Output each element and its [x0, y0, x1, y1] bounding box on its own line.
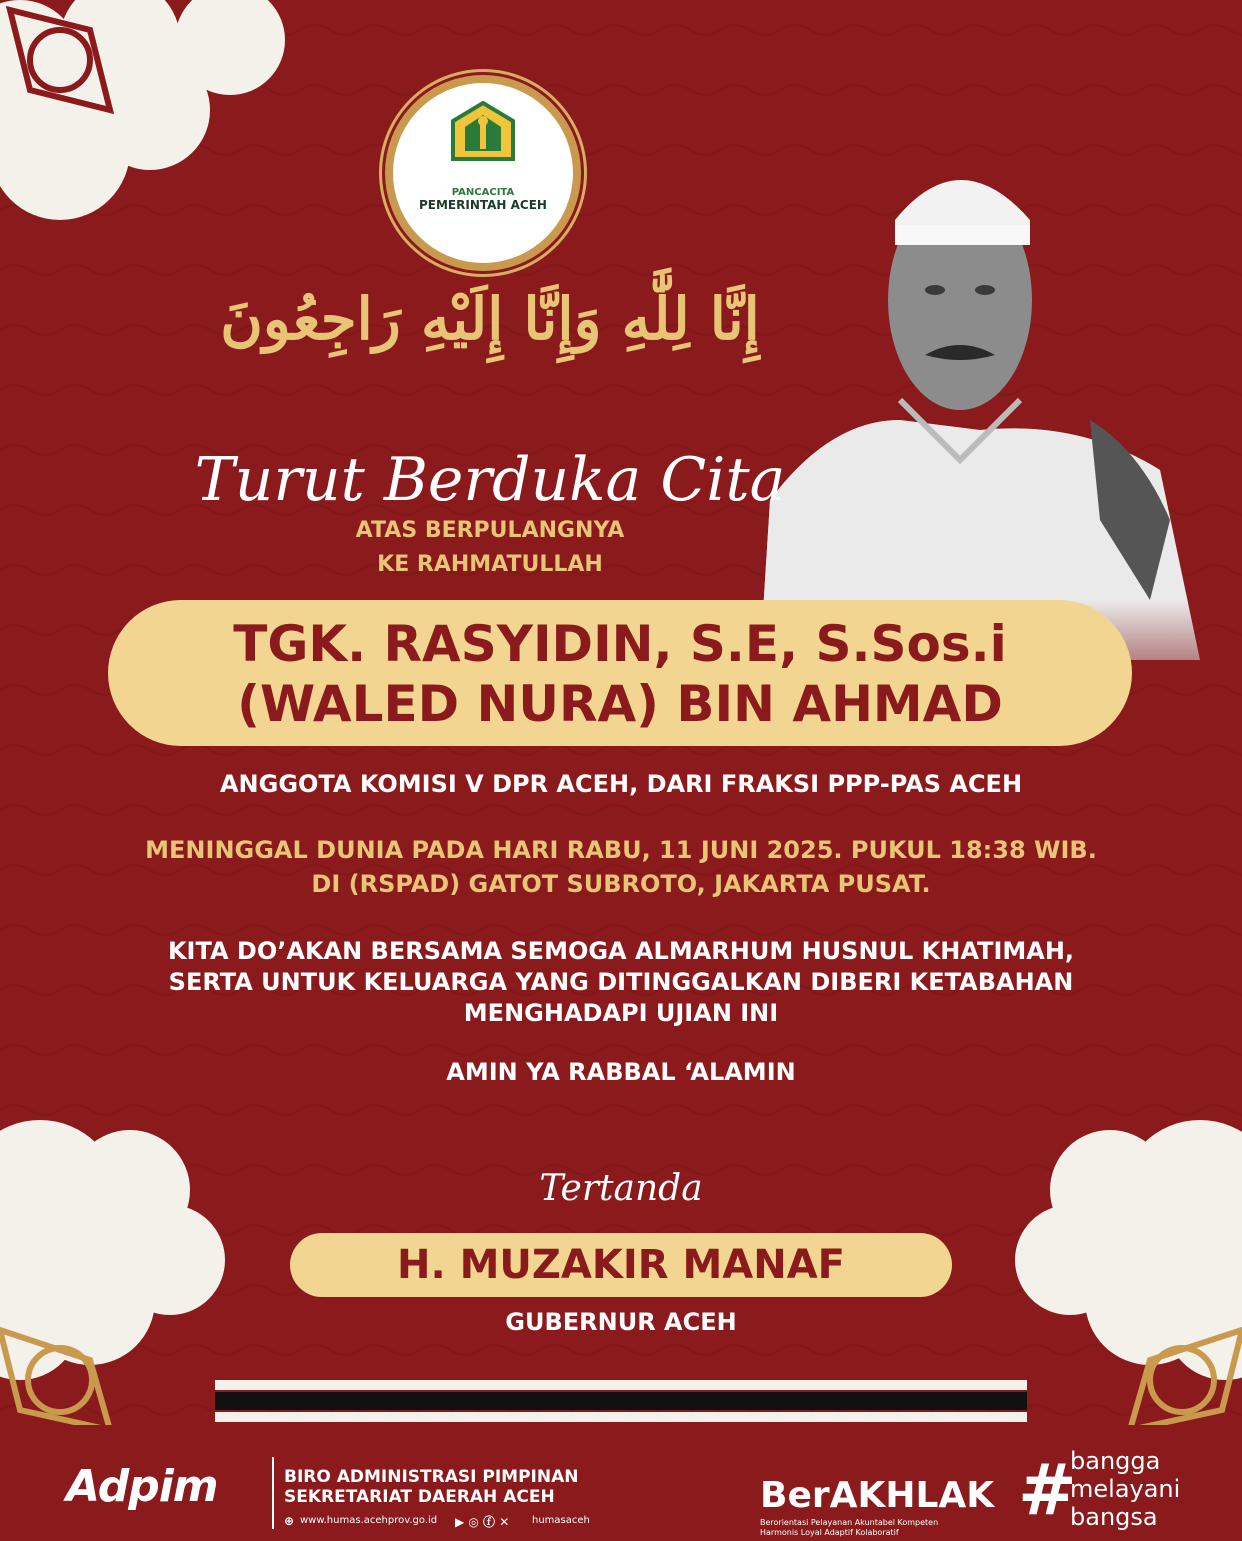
berakhlak-tagline-2: Harmonis Loyal Adaptif Kolaboratif: [760, 1528, 899, 1537]
signer-title: GUBERNUR ACEH: [505, 1308, 737, 1336]
biro-line-1: BIRO ADMINISTRASI PIMPINAN: [284, 1467, 579, 1487]
prayer-line-1: KITA DO’AKAN BERSAMA SEMOGA ALMARHUM HUSNUL KHATIMAH,: [167, 937, 1075, 965]
arabic-calligraphy: إِنَّا لِلَّٰهِ وَإِنَّا إِلَيْهِ رَاجِعُونَ: [220, 285, 760, 353]
logo-caption-top: PANCACITA: [451, 187, 515, 198]
adpim-logo: Adpim: [66, 1461, 218, 1512]
bangga-line-3: bangsa: [1070, 1503, 1158, 1531]
footer-divider: [272, 1457, 274, 1529]
social-handle[interactable]: humasaceh: [532, 1515, 590, 1526]
death-info-line-2: DI (RSPAD) GATOT SUBROTO, JAKARTA PUSAT.: [311, 870, 931, 898]
death-info-line-1: MENINGGAL DUNIA PADA HARI RABU, 11 JUNI 2025. PUKUL 18:38 WIB.: [145, 836, 1097, 864]
website-link[interactable]: www.humas.acehprov.go.id: [300, 1515, 438, 1526]
berakhlak-tagline-1: Berorientasi Pelayanan Akuntabel Kompeten: [760, 1518, 939, 1527]
signed-script: Tertanda: [539, 1168, 703, 1209]
signer-name-pill: [290, 1233, 952, 1297]
stripe-white-top: [215, 1380, 1027, 1390]
prayer-line-2: SERTA UNTUK KELUARGA YANG DITINGGALKAN DIBERI KETABAHAN: [168, 968, 1074, 996]
prayer-line-3: MENGHADAPI UJIAN INI: [463, 999, 779, 1027]
stripe-black: [215, 1392, 1027, 1410]
deceased-name-pill: [108, 600, 1132, 746]
deceased-name-line-2: (WALED NURA) BIN AHMAD: [237, 675, 1003, 733]
subheading-line-1: ATAS BERPULANGNYA: [355, 518, 625, 543]
subheading-line-2: KE RAHMATULLAH: [377, 552, 603, 577]
berakhlak-logo: BerAKHLAK: [760, 1475, 995, 1516]
aceh-emblem-icon: [451, 101, 515, 165]
amin-text: AMIN YA RABBAL ‘ALAMIN: [446, 1058, 796, 1086]
logo-caption-bottom: PEMERINTAH ACEH: [419, 198, 547, 212]
bangga-line-2: melayani: [1070, 1475, 1181, 1503]
globe-icon: ⊕: [284, 1514, 295, 1528]
signer-name: H. MUZAKIR MANAF: [397, 1242, 845, 1288]
pemerintah-aceh-logo: [385, 75, 581, 271]
stripe-white-bottom: [215, 1412, 1027, 1422]
bangga-line-1: bangga: [1070, 1447, 1161, 1475]
heading-script: Turut Berduka Cita: [194, 445, 786, 515]
footer-bar: [0, 1425, 1242, 1541]
hashtag-icon: #: [1018, 1449, 1077, 1531]
deceased-name-line-1: TGK. RASYIDIN, S.E, S.Sos.i: [233, 615, 1007, 673]
deceased-position: ANGGOTA KOMISI V DPR ACEH, DARI FRAKSI PPP-PAS ACEH: [219, 770, 1023, 798]
biro-line-2: SEKRETARIAT DAERAH ACEH: [284, 1487, 555, 1507]
social-icons: ▶ ◎ ⓕ ✕: [455, 1515, 510, 1529]
